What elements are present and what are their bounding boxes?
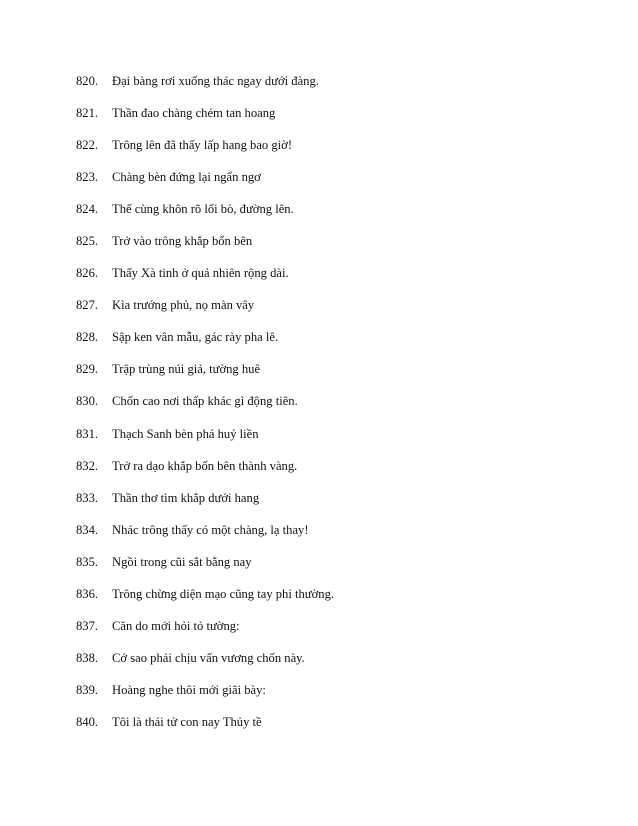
verse-text: Cớ sao phải chịu vấn vương chốn này. <box>112 650 305 665</box>
verse-number: 820. <box>76 74 99 88</box>
verse-line <box>76 73 596 105</box>
verse-number: 830. <box>76 394 99 409</box>
verse-number: 835. <box>76 554 99 569</box>
verse-number: 839. <box>76 682 99 697</box>
verse-text: Nhác trông thấy có một chàng, lạ thay! <box>112 522 309 537</box>
verse-number: 827. <box>76 298 99 313</box>
verse-text: Hoàng nghe thôi mới giãi bày: <box>112 682 266 697</box>
verse-line <box>76 554 596 586</box>
verse-number: 836. <box>76 586 99 601</box>
verse-number: 821. <box>76 106 99 121</box>
verse-text: Trở vào trông khắp bốn bên <box>112 234 253 249</box>
verse-number: 831. <box>76 426 99 441</box>
verse-line <box>76 586 596 618</box>
verse-line <box>76 329 596 361</box>
verse-line <box>76 458 596 490</box>
verse-number: 824. <box>76 202 99 217</box>
verse-number: 837. <box>76 618 99 633</box>
verse-text: Trông lên đã thấy lấp hang bao giờ! <box>112 138 293 153</box>
verse-list <box>76 73 596 746</box>
verse-number: 838. <box>76 650 99 665</box>
verse-line <box>76 682 596 714</box>
verse-line <box>76 490 596 522</box>
verse-number: 829. <box>76 362 99 377</box>
verse-line <box>76 650 596 682</box>
verse-line <box>76 297 596 329</box>
verse-text: Chàng bèn đứng lại ngẩn ngơ <box>112 170 261 185</box>
verse-text: Đại bàng rơi xuống thác ngay dưới đàng. <box>112 74 319 88</box>
verse-text: Sập ken vân mẫu, gác rày pha lê. <box>112 330 279 345</box>
verse-text: Căn do mới hỏi tỏ tường: <box>112 618 240 633</box>
verse-text: Kìa trướng phủ, nọ màn vây <box>112 298 255 313</box>
verse-line <box>76 201 596 233</box>
verse-number: 833. <box>76 490 99 505</box>
verse-text: Trông chừng diện mạo cũng tay phi thường. <box>112 586 335 601</box>
verse-text: Ngồi trong cũi sắt bằng nay <box>112 554 252 569</box>
verse-text: Trở ra dạo khắp bốn bên thành vàng. <box>112 458 298 473</box>
verse-number: 828. <box>76 330 99 345</box>
verse-line <box>76 618 596 650</box>
verse-line <box>76 522 596 554</box>
verse-number: 822. <box>76 138 99 153</box>
verse-number: 826. <box>76 266 99 281</box>
verse-number: 823. <box>76 170 99 185</box>
verse-number: 825. <box>76 234 99 249</box>
verse-text: Chốn cao nơi thấp khác gì động tiên. <box>112 394 298 409</box>
verse-text: Thế cùng khôn rõ lối bò, đường lên. <box>112 202 294 217</box>
verse-line <box>76 233 596 265</box>
verse-line <box>76 361 596 393</box>
verse-line <box>76 105 596 137</box>
verse-text: Thần thơ tìm khắp dưới hang <box>112 490 260 505</box>
verse-text: Tôi là thái tử con nay Thủy tề <box>112 714 262 729</box>
verse-line <box>76 393 596 425</box>
verse-number: 840. <box>76 714 99 729</box>
verse-text: Thấy Xà tinh ở quả nhiên rộng dài. <box>112 266 289 281</box>
verse-text: Trập trùng núi giả, tường huê <box>112 362 261 377</box>
verse-line <box>76 137 596 169</box>
verse-line <box>76 169 596 201</box>
verse-text: Thần đao chàng chém tan hoang <box>112 106 276 121</box>
verse-line <box>76 714 596 746</box>
verse-text: Thạch Sanh bèn phá huỷ liền <box>112 426 259 441</box>
verse-line <box>76 426 596 458</box>
verse-number: 834. <box>76 522 99 537</box>
verse-number: 832. <box>76 458 99 473</box>
verse-line <box>76 265 596 297</box>
